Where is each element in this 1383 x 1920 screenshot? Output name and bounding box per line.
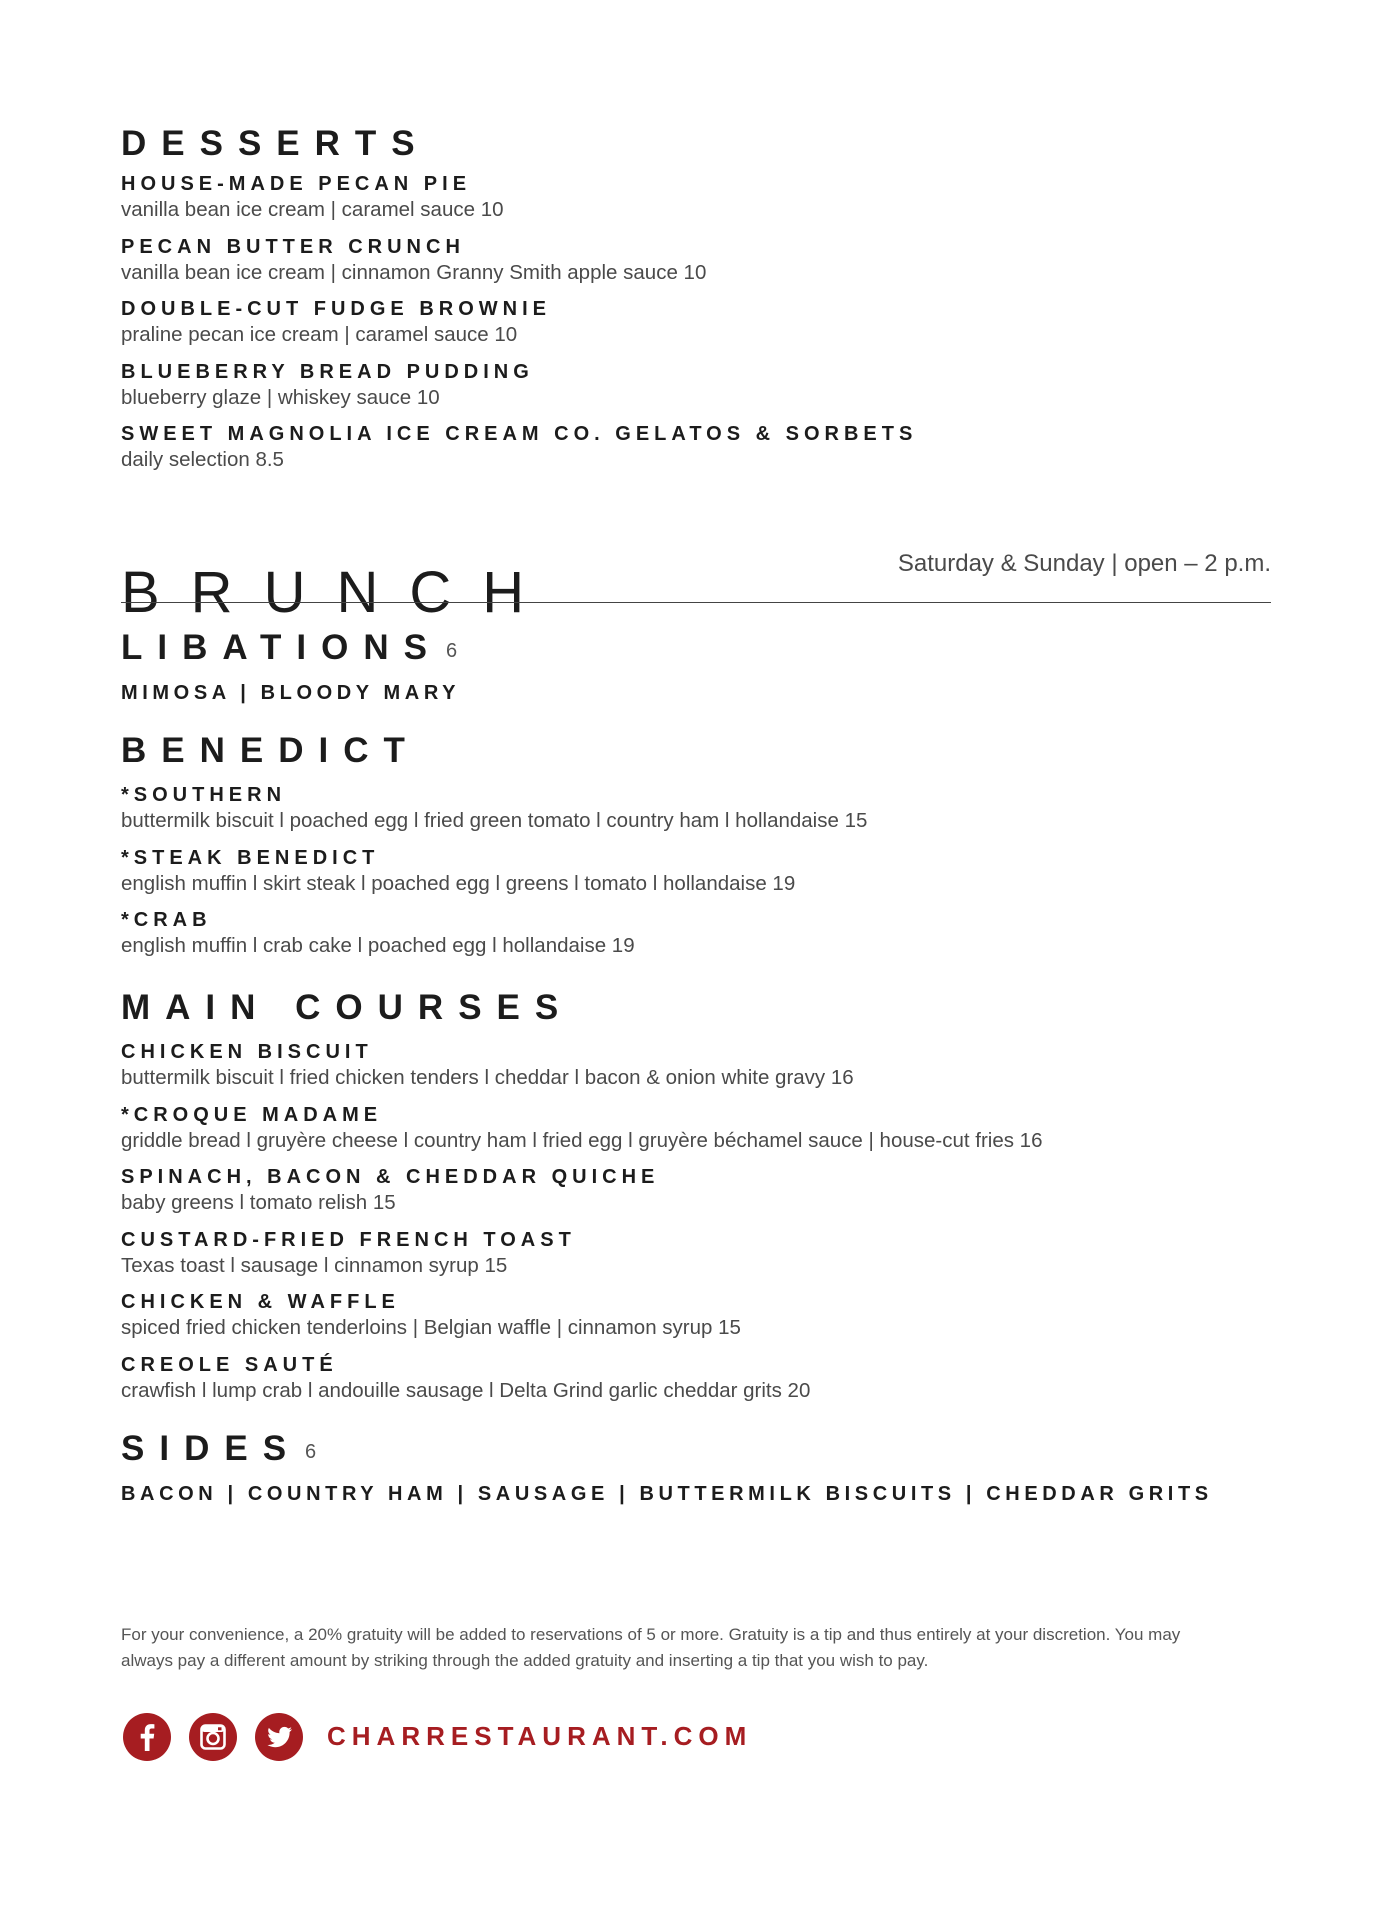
sides-title	[121, 1431, 1213, 1466]
item-description: praline pecan ice cream | caramel sauce 10	[121, 323, 518, 346]
brunch-header	[121, 525, 1271, 625]
twitter-icon[interactable]	[255, 1713, 303, 1761]
libations-title-text: LIBATIONS	[121, 628, 443, 667]
benedict-section	[121, 733, 867, 973]
brunch-hours: Saturday & Sunday | open – 2 p.m.	[897, 550, 1271, 577]
libations-section	[121, 630, 460, 703]
menu-item	[121, 362, 917, 409]
facebook-icon[interactable]	[123, 1713, 171, 1761]
item-name: CUSTARD-FRIED FRENCH TOAST	[121, 1228, 576, 1251]
item-description: english muffin l skirt steak l poached egg l greens l tomato l hollandaise 19	[121, 871, 796, 895]
item-name: CREOLE SAUTÉ	[121, 1353, 338, 1376]
divider	[121, 602, 1271, 603]
item-description: Texas toast l sausage l cinnamon syrup 15	[121, 1253, 508, 1277]
menu-item	[121, 1355, 1043, 1402]
desserts-title: DESSERTS	[121, 124, 430, 163]
libations-price: 6	[446, 640, 458, 662]
item-name: *STEAK BENEDICT	[121, 846, 380, 869]
menu-item	[121, 848, 867, 895]
item-description: blueberry glaze | whiskey sauce 10	[121, 385, 440, 409]
menu-item	[121, 424, 917, 471]
item-description: vanilla bean ice cream | caramel sauce 10	[121, 198, 504, 221]
item-name: SWEET MAGNOLIA ICE CREAM CO. GELATOS & SORBETS	[121, 423, 918, 445]
menu-item	[121, 299, 917, 346]
item-description: baby greens l tomato relish 15	[121, 1191, 396, 1214]
instagram-icon[interactable]	[189, 1713, 237, 1761]
desserts-section	[121, 126, 917, 487]
libations-title	[121, 630, 460, 665]
item-name: CHICKEN BISCUIT	[121, 1041, 373, 1063]
item-name: PECAN BUTTER CRUNCH	[121, 235, 465, 258]
sides-list: BACON | COUNTRY HAM | SAUSAGE | BUTTERMILK BISCUITS | CHEDDAR GRITS	[121, 1483, 1213, 1505]
item-description: buttermilk biscuit l fried chicken tenders l cheddar l bacon & onion white gravy 16	[121, 1066, 854, 1089]
sides-price: 6	[305, 1441, 317, 1463]
menu-item	[121, 785, 867, 832]
item-name: *CROQUE MADAME	[121, 1103, 383, 1126]
item-name: CHICKEN & WAFFLE	[121, 1291, 400, 1313]
item-description: english muffin l crab cake l poached egg l hollandaise 19	[121, 934, 635, 957]
menu-item	[121, 1042, 1043, 1089]
item-description: buttermilk biscuit l poached egg l fried green tomato l country ham l hollandaise 15	[121, 809, 868, 832]
item-name: DOUBLE-CUT FUDGE BROWNIE	[121, 298, 551, 320]
sides-title-text: SIDES	[121, 1429, 302, 1468]
item-name: *SOUTHERN	[121, 784, 287, 806]
main-courses-section	[121, 990, 1043, 1417]
item-name: *CRAB	[121, 909, 212, 931]
item-name: BLUEBERRY BREAD PUDDING	[121, 360, 534, 383]
menu-item	[121, 1167, 1043, 1214]
item-name: HOUSE-MADE PECAN PIE	[121, 173, 472, 195]
benedict-title: BENEDICT	[121, 731, 420, 770]
item-description: spiced fried chicken tenderloins | Belgian waffle | cinnamon syrup 15	[121, 1316, 741, 1339]
menu-item	[121, 1230, 1043, 1277]
brunch-title: BRUNCH	[121, 559, 556, 625]
item-description: daily selection 8.5	[121, 448, 284, 471]
item-name: SPINACH, BACON & CHEDDAR QUICHE	[121, 1166, 660, 1188]
disclaimer-line: For your convenience, a 20% gratuity will be added to reservations of 5 or more. Gratuity is a tip and thus entirely at your discretion. You may	[121, 1625, 1181, 1644]
main-courses-title: MAIN COURSES	[121, 988, 574, 1027]
website-link[interactable]: CHARRESTAURANT.COM	[327, 1721, 753, 1751]
item-description: vanilla bean ice cream | cinnamon Granny Smith apple sauce 10	[121, 260, 707, 284]
menu-item	[121, 174, 917, 221]
libations-list: MIMOSA | BLOODY MARY	[121, 682, 461, 704]
gratuity-disclaimer	[121, 1622, 1271, 1674]
menu-item	[121, 237, 917, 284]
footer	[121, 1713, 1021, 1763]
disclaimer-line: always pay a different amount by striking through the added gratuity and inserting a tip that you wish to pay.	[121, 1651, 929, 1670]
sides-section	[121, 1431, 1213, 1504]
item-description: griddle bread l gruyère cheese l country ham l fried egg l gruyère béchamel sauce | house-cut fries 16	[121, 1128, 1043, 1152]
menu-item	[121, 1292, 1043, 1339]
item-description: crawfish l lump crab l andouille sausage l Delta Grind garlic cheddar grits 20	[121, 1378, 811, 1402]
menu-item	[121, 910, 867, 957]
menu-item	[121, 1105, 1043, 1152]
